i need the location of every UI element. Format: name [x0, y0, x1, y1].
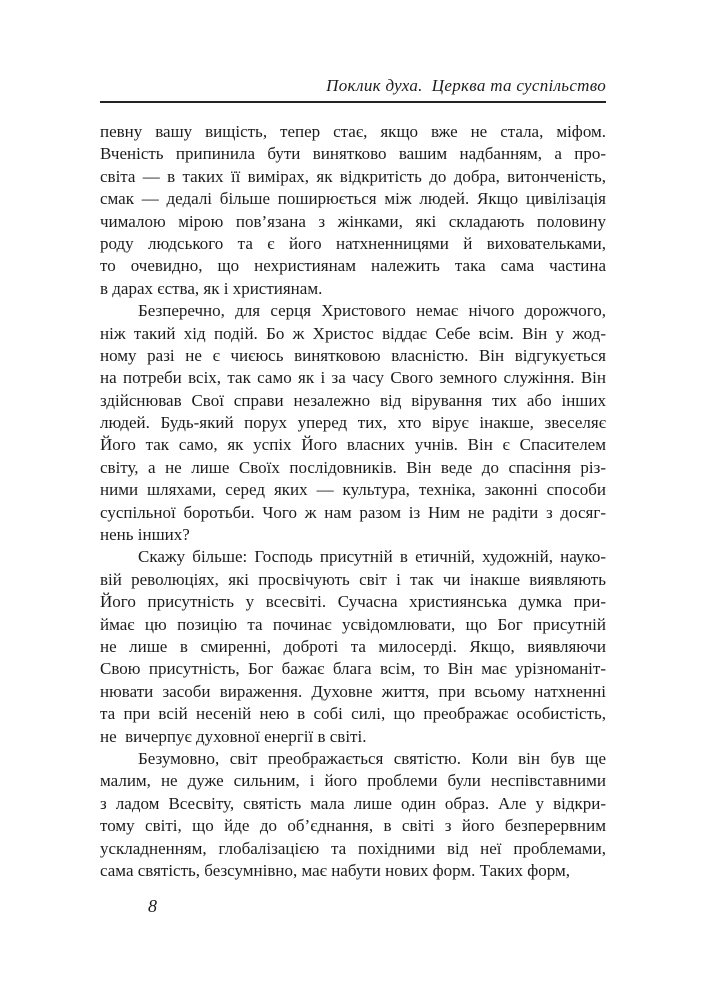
paragraph — [100, 748, 606, 882]
body-line: ускладненням, глобалізацією та похідними від неї проблемами, — [100, 838, 606, 858]
body-line: світу, а не лише Своїх послідовників. Він веде до спасіння різ- — [100, 457, 606, 477]
body-line: роду людського та є його натхненницями й виховательками, — [100, 233, 606, 253]
body-line: з ладом Всесвіту, святість мала лише один образ. Але у відкри- — [100, 793, 606, 813]
body-line: та при всій несеній нею в собі силі, що преображає особистість, — [100, 704, 606, 724]
body-line: в дарах єства, як і християнам. — [100, 278, 323, 298]
body-line: не вичерпує духовної енергії в світі. — [100, 726, 367, 746]
body-line: вій революціях, які просвічують світ і так чи інакше виявляють — [100, 569, 606, 589]
body-line: Свою присутність, Бог бажає блага всім, то Він має урізноманіт- — [100, 659, 606, 679]
body-line: певну вашу вищість, тепер стає, якщо вже не стала, міфом. — [100, 122, 606, 141]
body-line: то очевидно, що нехристиянам належить така сама частина — [100, 256, 606, 276]
body-line: суспільної боротьби. Чого ж нам разом із Ним не радіти з досяг- — [100, 502, 606, 522]
page-number: 8 — [148, 896, 157, 916]
body-line: ймає цю позицію та починає усвідомлювати, що Бог присутній — [100, 614, 606, 634]
body-line: не лише в смиренні, доброті та милосерді. Якщо, виявляючи — [100, 636, 606, 656]
body-line: сама святість, безсумнівно, має набути нових форм. Таких форм, — [100, 860, 570, 880]
body-line: ними шляхами, серед яких — культура, техніка, законні способи — [100, 480, 606, 500]
body-line: чималою мірою пов’язана з жінками, які складають половину — [100, 211, 606, 231]
body-line: на потреби всіх, так само як і за часу Свого земного служіння. Він — [100, 368, 606, 388]
body-line: Його так само, як успіх Його власних учнів. Він є Спасителем — [100, 435, 606, 455]
body-line: тому світі, що йде до об’єднання, в світі з його безперервним — [100, 816, 606, 836]
body-line: нювати засоби вираження. Духовне життя, при всьому натхненні — [100, 681, 606, 701]
body-line: світа — в таких її вимірах, як відкритість до добра, витонченість, — [100, 166, 606, 186]
header-rule — [100, 101, 606, 103]
paragraph — [100, 546, 606, 748]
body-line: смак — дедалі більше поширюється між людей. Якщо цивілізація — [100, 189, 606, 209]
paragraph — [100, 300, 606, 546]
body-line: Скажу більше: Господь присутній в етичній, художній, науко- — [138, 547, 606, 567]
body-line: Безперечно, для серця Христового немає нічого дорожчого, — [138, 301, 606, 321]
body-line: Безумовно, світ преображається святістю. Коли він був ще — [138, 748, 606, 768]
body-line: ніж такий хід подій. Бо ж Христос віддає Себе всім. Він у жод- — [100, 323, 606, 343]
running-header: Поклик духа. Церква та суспільство — [326, 76, 606, 95]
body-line: нень інших? — [100, 525, 190, 545]
paragraph — [100, 121, 606, 300]
body-line: Його присутність у всесвіті. Сучасна християнська думка при- — [100, 592, 606, 612]
body-line: людей. Будь-який порух уперед тих, хто вірує інакше, звеселяє — [100, 413, 606, 433]
body-text — [100, 121, 606, 882]
body-line: здійснював Свої справи незалежно від вірування тих або інших — [100, 390, 606, 410]
body-line: ному разі не є чиєюсь винятковою власністю. Він відгукується — [100, 345, 606, 365]
body-line: малим, не дуже сильним, і його проблеми були неспівставними — [100, 771, 606, 791]
body-line: Вченість припинила бути винятково вашим надбанням, а про- — [100, 144, 606, 164]
